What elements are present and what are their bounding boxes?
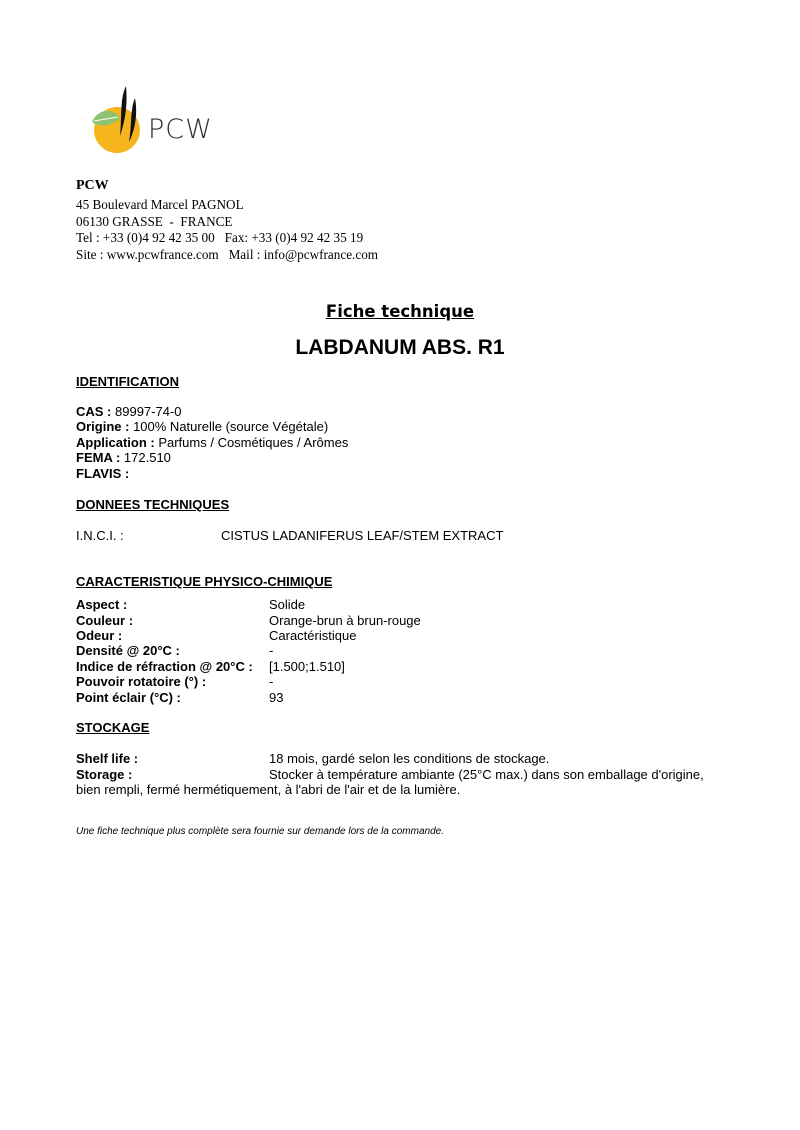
fema-value: 172.510 [120,450,171,465]
physico-value: Solide [269,597,306,612]
origine-label: Origine : [76,419,130,434]
storage-label-text: Storage : [76,767,133,782]
flavis-label: FLAVIS : [76,466,130,481]
section-heading-physico: CARACTERISTIQUE PHYSICO-CHIMIQUE [76,574,333,589]
fema-line [76,450,171,465]
flavis-line [76,466,129,481]
section-heading-identification: IDENTIFICATION [76,374,180,389]
document-subtitle: Fiche technique [325,302,475,321]
company-name: PCW [76,178,109,193]
physico-row [76,690,181,705]
shelf-life-value: 18 mois, gardé selon les conditions de stockage. [269,751,550,766]
shelf-life-label [76,751,138,766]
origine-value: 100% Naturelle (source Végétale) [129,419,329,434]
physico-label: Odeur : [76,628,123,643]
logo-text: PCW [148,114,213,145]
physico-label: Pouvoir rotatoire (°) : [76,674,207,689]
physico-value: Caractéristique [269,628,357,643]
physico-row [76,597,127,612]
address-line: 45 Boulevard Marcel PAGNOL [76,196,244,212]
physico-label: Indice de réfraction @ 20°C : [76,659,253,674]
company-address [76,178,378,264]
physico-value: - [269,643,274,658]
origine-line [76,419,328,434]
physico-row [76,613,133,628]
inci-value: CISTUS LADANIFERUS LEAF/STEM EXTRACT [221,528,504,543]
physico-value: 93 [269,690,284,705]
physico-value: [1.500;1.510] [269,659,345,674]
storage-value-continued: bien rempli, fermé hermétiquement, à l'abri de l'air et de la lumière. [76,782,461,797]
application-value: Parfums / Cosmétiques / Arômes [154,435,349,450]
cas-label: CAS : [76,404,112,419]
physico-label: Point éclair (°C) : [76,690,181,705]
storage-label [76,767,132,782]
contact-line: Tel : +33 (0)4 92 42 35 00 Fax: +33 (0)4 92 42 35 19 [76,230,364,246]
footnote: Une fiche technique plus complète sera fournie sur demande lors de la commande. [76,826,444,837]
application-line [76,435,348,450]
product-title: LABDANUM ABS. R1 [295,336,505,359]
application-label: Application : [76,435,155,450]
address-line: 06130 GRASSE - FRANCE [76,213,233,229]
physico-value: Orange-brun à brun-rouge [269,613,421,628]
physico-row [76,628,122,643]
physico-row [76,643,180,658]
web-line: Site : www.pcwfrance.com Mail : info@pcwfrance.com [76,247,379,263]
section-heading-technical: DONNEES TECHNIQUES [76,497,230,512]
cas-value: 89997-74-0 [111,404,182,419]
inci-label: I.N.C.I. : [76,528,124,543]
physico-label: Couleur : [76,613,134,628]
physico-value: - [269,674,274,689]
cas-line [76,404,182,419]
physico-row [76,659,253,674]
section-heading-storage: STOCKAGE [76,720,150,735]
physico-row [76,674,206,689]
physico-label: Aspect : [76,597,128,612]
physico-label: Densité @ 20°C : [76,643,180,658]
storage-value: Stocker à température ambiante (25°C max.) dans son emballage d'origine, [269,767,704,782]
shelf-life-label-text: Shelf life : [76,751,139,766]
fema-label: FEMA : [76,450,121,465]
